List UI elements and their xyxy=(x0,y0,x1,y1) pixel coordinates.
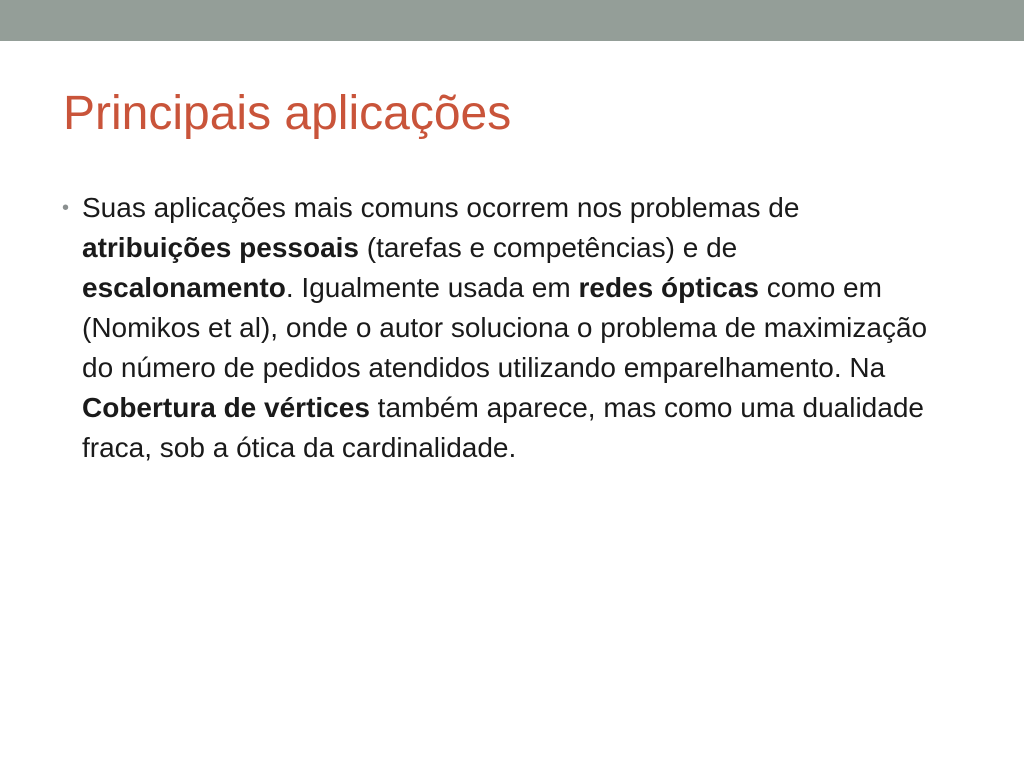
text-run: também aparece, mas como uma dualidade fraca, sob a ótica da cardinalidade. xyxy=(82,392,924,463)
text-run: Suas aplicações mais comuns ocorrem nos problemas de xyxy=(82,192,800,223)
bold-run: redes ópticas xyxy=(578,272,760,303)
bullet-list xyxy=(62,188,942,468)
slide-title: Principais aplicações xyxy=(63,87,512,140)
bold-run: Cobertura de vértices xyxy=(82,392,370,423)
bullet-icon: • xyxy=(62,197,70,219)
top-accent-bar xyxy=(0,0,1024,41)
text-run: como em (Nomikos et al), onde o autor soluciona o problema de maximização do número de pedidos atendidos utilizando emparelhamento. Na xyxy=(82,272,928,383)
bold-run: escalonamento xyxy=(82,272,286,303)
text-run: . Igualmente usada em xyxy=(285,272,579,303)
bullet-paragraph xyxy=(82,188,944,468)
text-run: (tarefas e competências) e de xyxy=(359,232,738,263)
bold-run: atribuições pessoais xyxy=(82,232,360,263)
